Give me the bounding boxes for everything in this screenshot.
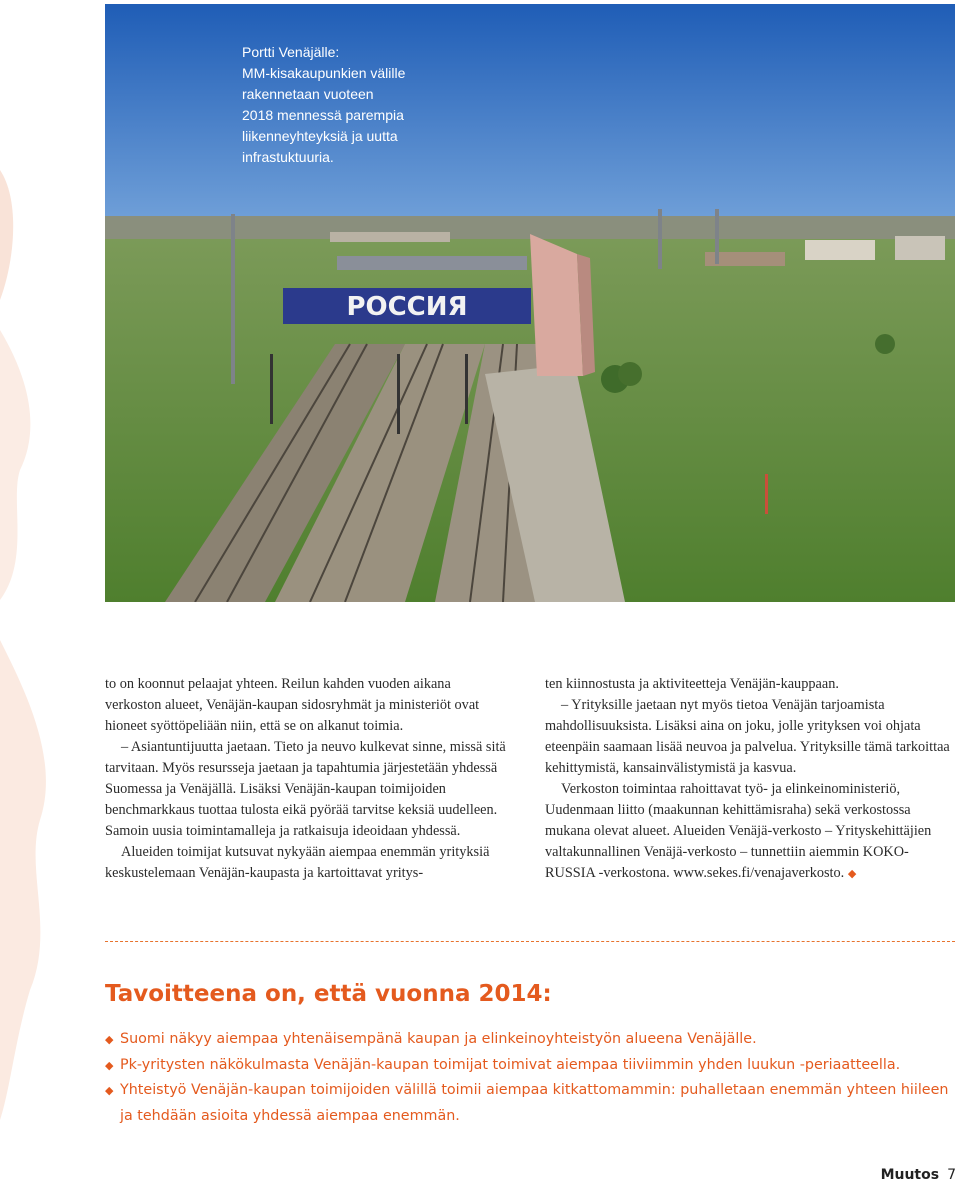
section-name: Muutos xyxy=(880,1167,940,1183)
border-crossing-photo xyxy=(105,4,955,602)
goal-item xyxy=(105,1078,955,1129)
body-column-right xyxy=(545,674,950,885)
page-footer xyxy=(881,1167,956,1183)
decorative-side-shape xyxy=(0,0,110,1187)
paragraph: – Yrityksille jaetaan nyt myös tietoa Venäjän tarjoamista mahdollisuuksista. Lisäksi aina on joku, jolle yrityksen voi ohjata eteenpäin saamaan lisää neuvoa ja palvelua. Yrityksille tämä tarkoittaa kehittymistä, kansainvälistymistä ja kasvua. xyxy=(545,697,950,776)
photo-caption: Portti Venäjälle: MM-kisakaupunkien välille rakennetaan vuoteen 2018 mennessä parempia liikenneyhteyksiä ja uutta infrastuktuuria. xyxy=(242,44,406,165)
goal-text: Yhteistyö Venäjän-kaupan toimijoiden välillä toimii aiempaa kitkattomammin: puhalletaan enemmän yhteen hiileen ja tehdään asioita yhdessä aiempaa enemmän. xyxy=(120,1082,949,1124)
goal-item xyxy=(105,1027,955,1053)
body-column-left xyxy=(105,674,510,884)
paragraph: – Asiantuntijuutta jaetaan. Tieto ja neuvo kulkevat sinne, missä sitä tarvitaan. Myös resursseja jaetaan ja tapahtumia järjestetään yhdessä Suomessa ja Venäjällä. Lisäksi Venäjän-kaupan toimijoiden benchmarkkaus tuottaa tulosta eikä pyörää tarvitse keksiä uudelleen. Samoin uusia toimintamalleja ja ratkaisuja ideoidaan yhdessä. xyxy=(105,739,506,839)
diamond-bullet-icon: ◆ xyxy=(105,1084,114,1097)
goals-list xyxy=(105,1027,955,1129)
page-number: 7 xyxy=(947,1167,956,1183)
paragraph: to on koonnut pelaajat yhteen. Reilun kahden vuoden aikana verkoston alueet, Venäjän-kaupan sidosryhmät ja ministeriöt ovat hioneet syöttöpeliään niin, että se on alkanut toimia. xyxy=(105,676,480,734)
goals-heading: Tavoitteena on, että vuonna 2014: xyxy=(105,981,552,1007)
gate-sign-text: РОССИЯ xyxy=(346,292,468,322)
end-of-article-icon: ◆ xyxy=(847,868,857,880)
paragraph-text: Verkoston toimintaa rahoittavat työ- ja elinkeinoministeriö, Uudenmaan liitto (maakunnan kehittämisraha) sekä verkostossa mukana olevat alueet. Alueiden Venäjä-verkosto – Yrityskehittäjien valtakunnallinen Venäjä-verkosto – tunnettiin aiemmin KOKO-RUSSIA -verkostona. www.sekes.fi/venajaverkosto. xyxy=(545,781,932,881)
paragraph: ten kiinnostusta ja aktiviteetteja Venäjän-kauppaan. xyxy=(545,676,839,692)
goal-item xyxy=(105,1053,955,1079)
goal-text: Pk-yritysten näkökulmasta Venäjän-kaupan toimijat toimivat aiempaa tiiviimmin yhden luukun -periaatteella. xyxy=(120,1056,901,1073)
diamond-bullet-icon: ◆ xyxy=(105,1058,114,1072)
section-divider xyxy=(105,941,955,942)
paragraph: Alueiden toimijat kutsuvat nykyään aiempaa enemmän yrityksiä keskustelemaan Venäjän-kaupasta ja kartoittavat yritys- xyxy=(105,844,490,881)
diamond-bullet-icon: ◆ xyxy=(105,1033,114,1046)
goal-text: Suomi näkyy aiempaa yhtenäisempänä kaupan ja elinkeinoyhteistyön alueena Venäjälle. xyxy=(120,1031,757,1047)
paragraph xyxy=(545,779,950,885)
